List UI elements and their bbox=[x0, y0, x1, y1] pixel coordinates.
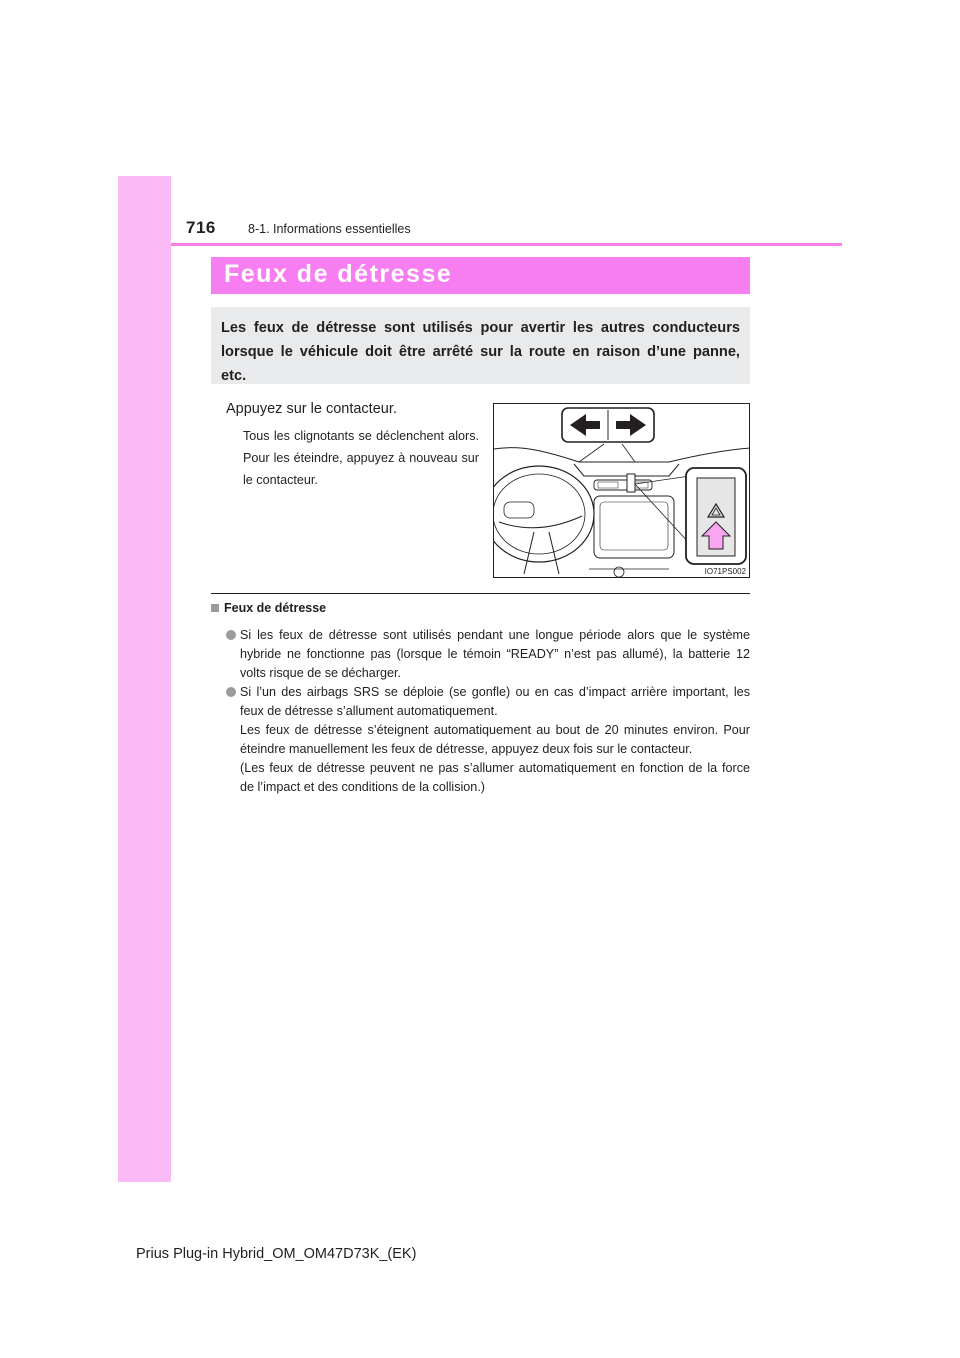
title-bar bbox=[211, 257, 750, 294]
square-bullet-icon bbox=[211, 604, 219, 612]
step-detail: Tous les clignotants se déclenchent alors. Pour les éteindre, appuyez à nouveau sur le contacteur. bbox=[243, 429, 479, 487]
note-paragraph: Si les feux de détresse sont utilisés pendant une longue période alors que le système hybride ne fonctionne pas (lorsque le témoin “READY” n’est pas allumé), la batterie 12 volts risque de se décharger. bbox=[240, 628, 750, 680]
page-number: 716 bbox=[186, 218, 216, 237]
note-bullet bbox=[226, 626, 750, 683]
hazard-switch-figure bbox=[493, 403, 750, 578]
note-paragraph: (Les feux de détresse peuvent ne pas s’allumer automatiquement en fonction de la force de l’impact et des conditions de la collision.) bbox=[240, 761, 750, 794]
note-paragraph: Les feux de détresse s’éteignent automatiquement au bout de 20 minutes environ. Pour éteindre manuellement les feux de détresse, appuyez deux fois sur le contacteur. bbox=[240, 723, 750, 756]
note-bullet bbox=[226, 683, 750, 797]
note-paragraph: Si l’un des airbags SRS se déploie (se gonfle) ou en cas d’impact arrière important, les feux de détresse s’allument automatiquement. bbox=[240, 685, 750, 718]
step-instruction: Appuyez sur le contacteur. bbox=[226, 401, 397, 417]
bullet-dot-icon bbox=[226, 630, 236, 640]
note-heading bbox=[211, 601, 326, 615]
intro-box bbox=[211, 307, 750, 384]
section-rule bbox=[211, 593, 750, 594]
dashboard-illustration bbox=[494, 404, 750, 578]
page-title: Feux de détresse bbox=[224, 260, 453, 288]
intro-text: Les feux de détresse sont utilisés pour avertir les autres conducteurs lorsque le véhicule doit être arrêté sur la route en raison d’une panne, etc. bbox=[221, 320, 740, 384]
footer-model-code: Prius Plug-in Hybrid_OM_OM47D73K_(EK) bbox=[136, 1246, 417, 1262]
section-label: 8-1. Informations essentielles bbox=[248, 222, 411, 236]
figure-code: IO71PS002 bbox=[704, 567, 746, 576]
note-heading-text: Feux de détresse bbox=[224, 601, 327, 615]
header-rule bbox=[171, 243, 842, 246]
side-tab-band bbox=[118, 176, 171, 1182]
bullet-dot-icon bbox=[226, 687, 236, 697]
